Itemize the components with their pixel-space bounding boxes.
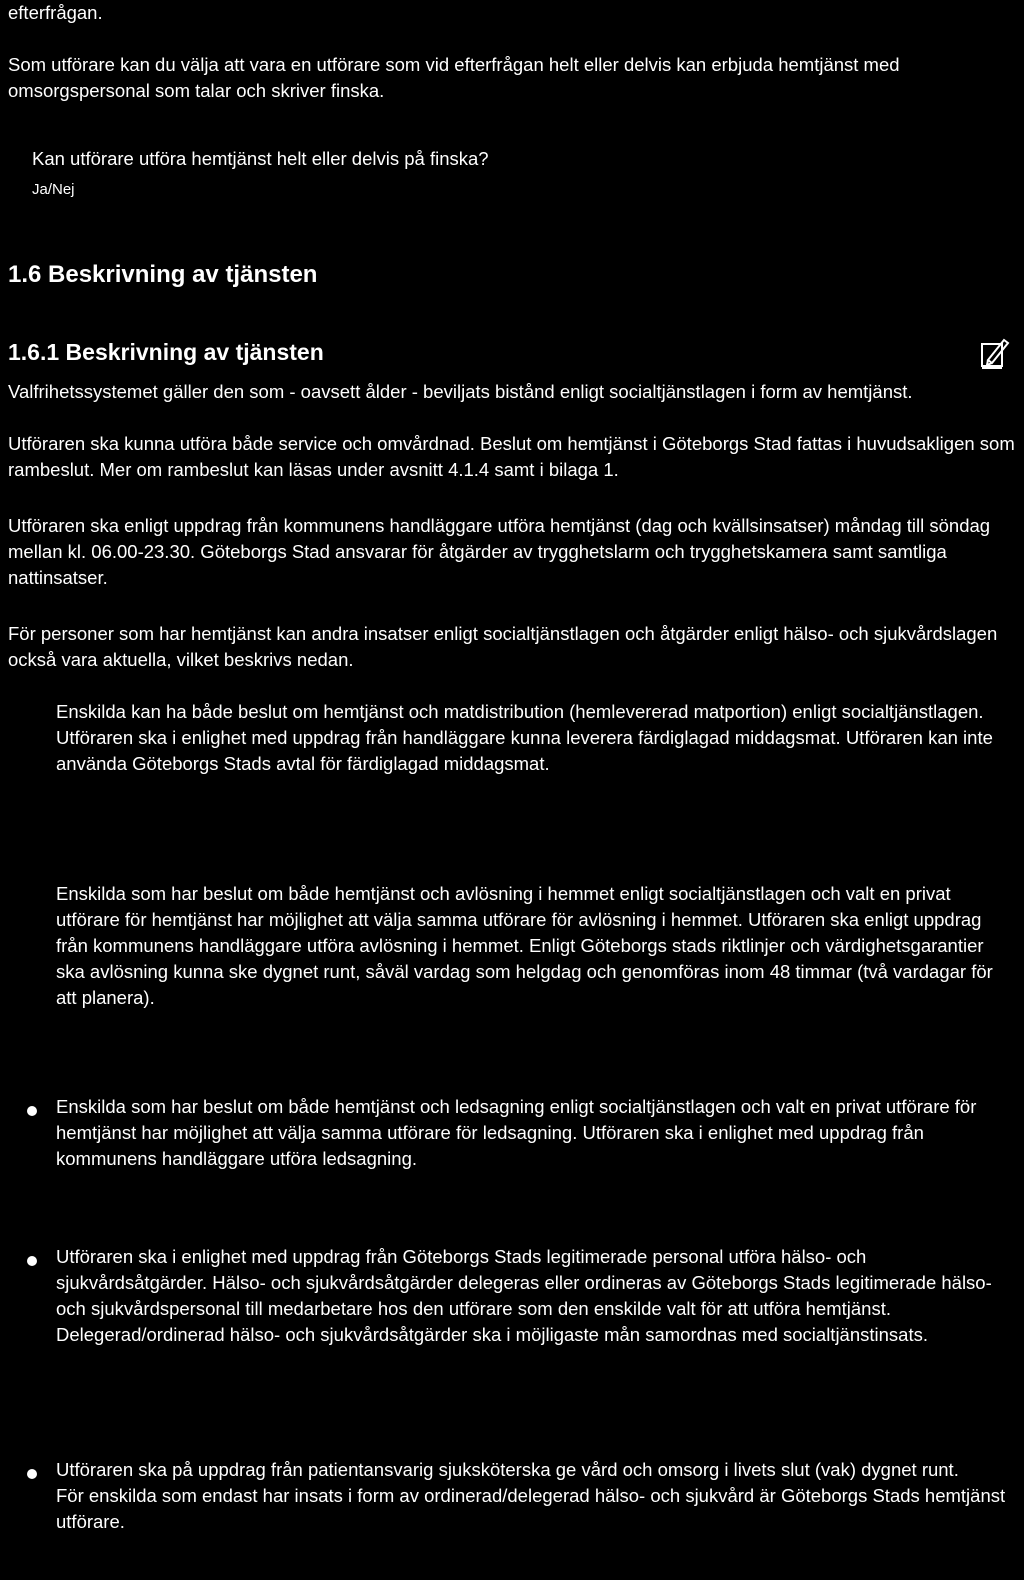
section-heading: 1.6 Beskrivning av tjänsten [8, 261, 318, 288]
list-item-halso-sjukvard: Utföraren ska i enlighet med uppdrag från Göteborgs Stads legitimerade personal utföra hälso- och sjukvårdsåtgärder. Hälso- och sjukvårdsåtgärder delegeras eller ordineras av Göteborgs Stads legitimerade hälso- och sjukvårdspersonal till medarbetare hos den utförare som den enskilde valt för att utföra hemtjänst. Delegerad/ordinerad hälso- och sjukvårdsåtgärder ska i möjligaste mån samordnas med socialtjänstinsats. [56, 1246, 992, 1345]
finnish-answer-options: Ja/Nej [32, 181, 75, 198]
list-item-avlosning: Enskilda som har beslut om både hemtjänst och avlösning i hemmet enligt socialtjänstlagen och valt en privat utförare för hemtjänst har möjlighet att välja samma utförare för avlösning i hemmet. Utföraren ska enligt uppdrag från kommunens handläggare utföra avlösning i hemmet. Enligt Göteborgs stads riktlinjer och värdighetsgarantier ska avlösning kunna ske dygnet runt, såväl vardag som helgdag och genomföras inom 48 timmar (två vardagar för att planera). [56, 883, 993, 1008]
description-paragraph-3: Utföraren ska enligt uppdrag från kommunens handläggare utföra hemtjänst (dag och kvällsinsatser) måndag till söndag mellan kl. 06.00-23.30. Göteborgs Stad ansvarar för åtgärder av trygghetslarm och trygghetskamera samt samtliga nattinsatser. [8, 515, 991, 588]
description-paragraph-2: Utföraren ska kunna utföra både service och omvårdnad. Beslut om hemtjänst i Göteborgs Stad fattas i huvudsakligen som rambeslut. Mer om rambeslut kan läsas under avsnitt 4.1.4 samt i bilaga 1. [8, 433, 1015, 480]
list-item-vak [56, 1457, 1010, 1535]
list-item-vak-line-2: För enskilda som endast har insats i form av ordinerad/delegerad hälso- och sjukvård är Göteborgs Stads hemtjänst utförare. [56, 1485, 1006, 1532]
description-paragraph-4: För personer som har hemtjänst kan andra insatser enligt socialtjänstlagen och åtgärder enligt hälso- och sjukvårdslagen också vara aktuella, vilket beskrivs nedan. [8, 623, 998, 670]
bullet-icon [27, 1106, 37, 1116]
finnish-question: Kan utförare utföra hemtjänst helt eller delvis på finska? [32, 148, 489, 169]
subsection-heading: 1.6.1 Beskrivning av tjänsten [8, 339, 324, 365]
finnish-paragraph: Som utförare kan du välja att vara en utförare som vid efterfrågan helt eller delvis kan erbjuda hemtjänst med omsorgspersonal som talar och skriver finska. [8, 54, 900, 101]
edit-icon[interactable] [980, 336, 1010, 370]
list-item-vak-line-1: Utföraren ska på uppdrag från patientansvarig sjuksköterska ge vård och omsorg i livets slut (vak) dygnet runt. [56, 1459, 959, 1480]
intro-tail-text: efterfrågan. [8, 2, 103, 23]
bullet-icon [27, 1469, 37, 1479]
list-item-ledsagning: Enskilda som har beslut om både hemtjänst och ledsagning enligt socialtjänstlagen och valt en privat utförare för hemtjänst har möjlighet att välja samma utförare för ledsagning. Utföraren ska i enlighet med uppdrag från kommunens handläggare utföra ledsagning. [56, 1096, 977, 1169]
bullet-icon [27, 1256, 37, 1266]
description-paragraph-1: Valfrihetssystemet gäller den som - oavsett ålder - beviljats bistånd enligt socialtjänstlagen i form av hemtjänst. [8, 381, 913, 402]
list-item-matdistribution: Enskilda kan ha både beslut om hemtjänst och matdistribution (hemlevererad matportion) enligt socialtjänstlagen. Utföraren ska i enlighet med uppdrag från handläggare kunna leverera färdiglagad middagsmat. Utföraren kan inte använda Göteborgs Stads avtal för färdiglagad middagsmat. [56, 701, 993, 774]
